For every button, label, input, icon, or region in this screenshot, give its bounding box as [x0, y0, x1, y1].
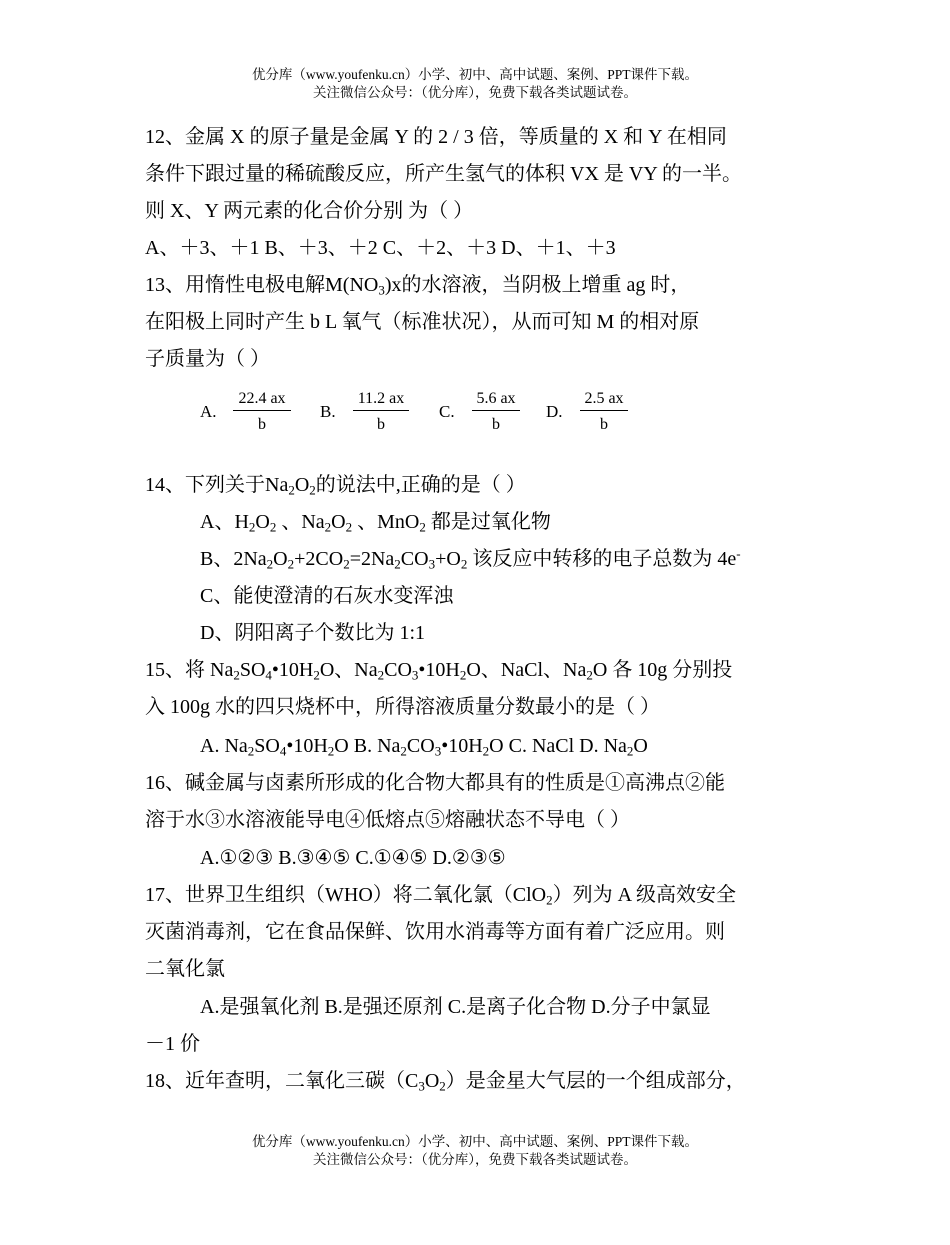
q13-line-2: 在阳极上同时产生 b L 氧气（标准状况），从而可知 M 的相对原 [145, 311, 700, 333]
q13-line-1 [145, 272, 690, 298]
footer-line-1: 优分库（www.youfenku.cn）小学、初中、高中试题、案例、PPT课件下载。 [251, 1134, 699, 1149]
q12-line-1: 12、金属 X 的原子量是金属 Y 的 2 / 3 倍，等质量的 X 和 Y 在相同 [145, 126, 727, 148]
q14-stem-sub-1: 2 [288, 482, 295, 498]
q15-options: A. $Na_2SO_4•10H_2O$ B. $Na_2CO_3•10H_2O$ C. NaCl D. $Na_2O$ [200, 735, 648, 759]
q13-option-d-numerator: 2.5 ax [584, 390, 624, 407]
q13-option-b-numerator: 11.2 ax [357, 390, 405, 407]
q12-line-3: 则 X、Y 两元素的化合价分别 为（ ） [145, 200, 474, 222]
q13-line-1-sub: 3 [378, 282, 385, 298]
q13-option-d-label: D. [546, 402, 563, 421]
q12-options: A、＋3、＋1 B、＋3、＋2 C、＋2、＋3 D、＋1、＋3 [145, 237, 616, 259]
q14-stem [145, 472, 526, 498]
q17-line-1: 17、世界卫生组织（WHO）将二氧化氯（ClO$_2$）列为 A 级高效安全 [145, 884, 736, 908]
q13-option-a-fraction [233, 388, 291, 439]
q17-options: A.是强氧化剂 B.是强还原剂 C.是离子化合物 D.分子中氯显 [200, 996, 711, 1018]
q13-option-c-numerator: 5.6 ax [476, 390, 516, 407]
q14-option-b: B、$2Na_2O_2+2CO_2=2Na_2CO_3+O_2$ 该反应中转移的电子总数为 4e- [200, 545, 741, 572]
header-line-1: 优分库（www.youfenku.cn）小学、初中、高中试题、案例、PPT课件下载。 [251, 67, 699, 82]
q13-option-b-label: B. [320, 402, 336, 421]
q17-line-3: 二氧化氯 [145, 958, 225, 980]
q13-option-c-denominator: b [492, 416, 500, 433]
q14-stem-sub-2: 2 [309, 482, 316, 498]
q13-line-1-a: 13、用惰性电极电解M(NO [145, 274, 379, 296]
q14-stem-c: O [294, 474, 310, 496]
q14-stem-e: 的说法中,正确的是（ ） [315, 474, 526, 496]
q15-line-2: 入 100g 水的四只烧杯中，所得溶液质量分数最小的是（ ） [145, 696, 660, 718]
page-header [0, 66, 950, 102]
q13-option-a-label: A. [200, 402, 217, 421]
header-line-2: 关注微信公众号：（优分库），免费下载各类试题试卷。 [313, 85, 637, 100]
q14-option-a: A、$H_2O_2$ 、$Na_2O_2$ 、MnO$_2$ 都是过氧化物 [200, 511, 551, 535]
q12-line-2: 条件下跟过量的稀硫酸反应，所产生氢气的体积 VX 是 VY 的一半。 [145, 163, 743, 185]
q13-option-a-denominator: b [258, 416, 266, 433]
q17-line-5: －1 价 [145, 1033, 200, 1055]
q14-option-d: D、阴阳离子个数比为 1:1 [200, 622, 425, 644]
q13-option-b-denominator: b [377, 416, 385, 433]
q16-line-1: 16、碱金属与卤素所形成的化合物大都具有的性质是①高沸点②能 [145, 772, 725, 794]
footer-line-2: 关注微信公众号：（优分库），免费下载各类试题试卷。 [313, 1152, 637, 1167]
q13-option-b-fraction [353, 388, 409, 439]
q16-line-2: 溶于水③水溶液能导电④低熔点⑤熔融状态不导电（ ） [145, 809, 630, 831]
q13-option-a-numerator: 22.4 ax [238, 390, 286, 407]
q14-option-c: C、能使澄清的石灰水变浑浊 [200, 585, 454, 607]
q13-line-1-c: )x的水溶液，当阴极上增重 ag 时， [384, 274, 691, 296]
q13-option-c-label: C. [439, 402, 455, 421]
q17-line-2: 灭菌消毒剂，它在食品保鲜、饮用水消毒等方面有着广泛应用。则 [145, 921, 725, 943]
q13-option-c-fraction [472, 388, 520, 439]
q13-option-d-denominator: b [600, 416, 608, 433]
q13-line-3: 子质量为（ ） [145, 348, 270, 370]
q18-line-1: 18、近年查明，二氧化三碳$(C_3O_2)$是金星大气层的一个组成部分， [145, 1070, 746, 1094]
page-footer [0, 1133, 950, 1169]
q13-option-d-fraction [580, 388, 628, 439]
q14-stem-a: 14、下列关于Na [145, 474, 289, 496]
q15-line-1: 15、将 $Na_2SO_4•10H_2O$、$Na_2CO_3•10H_2O$、NaCl、$Na_2O$ 各 10g 分别投 [145, 659, 733, 683]
q16-options: A.①②③ B.③④⑤ C.①④⑤ D.②③⑤ [200, 847, 506, 869]
